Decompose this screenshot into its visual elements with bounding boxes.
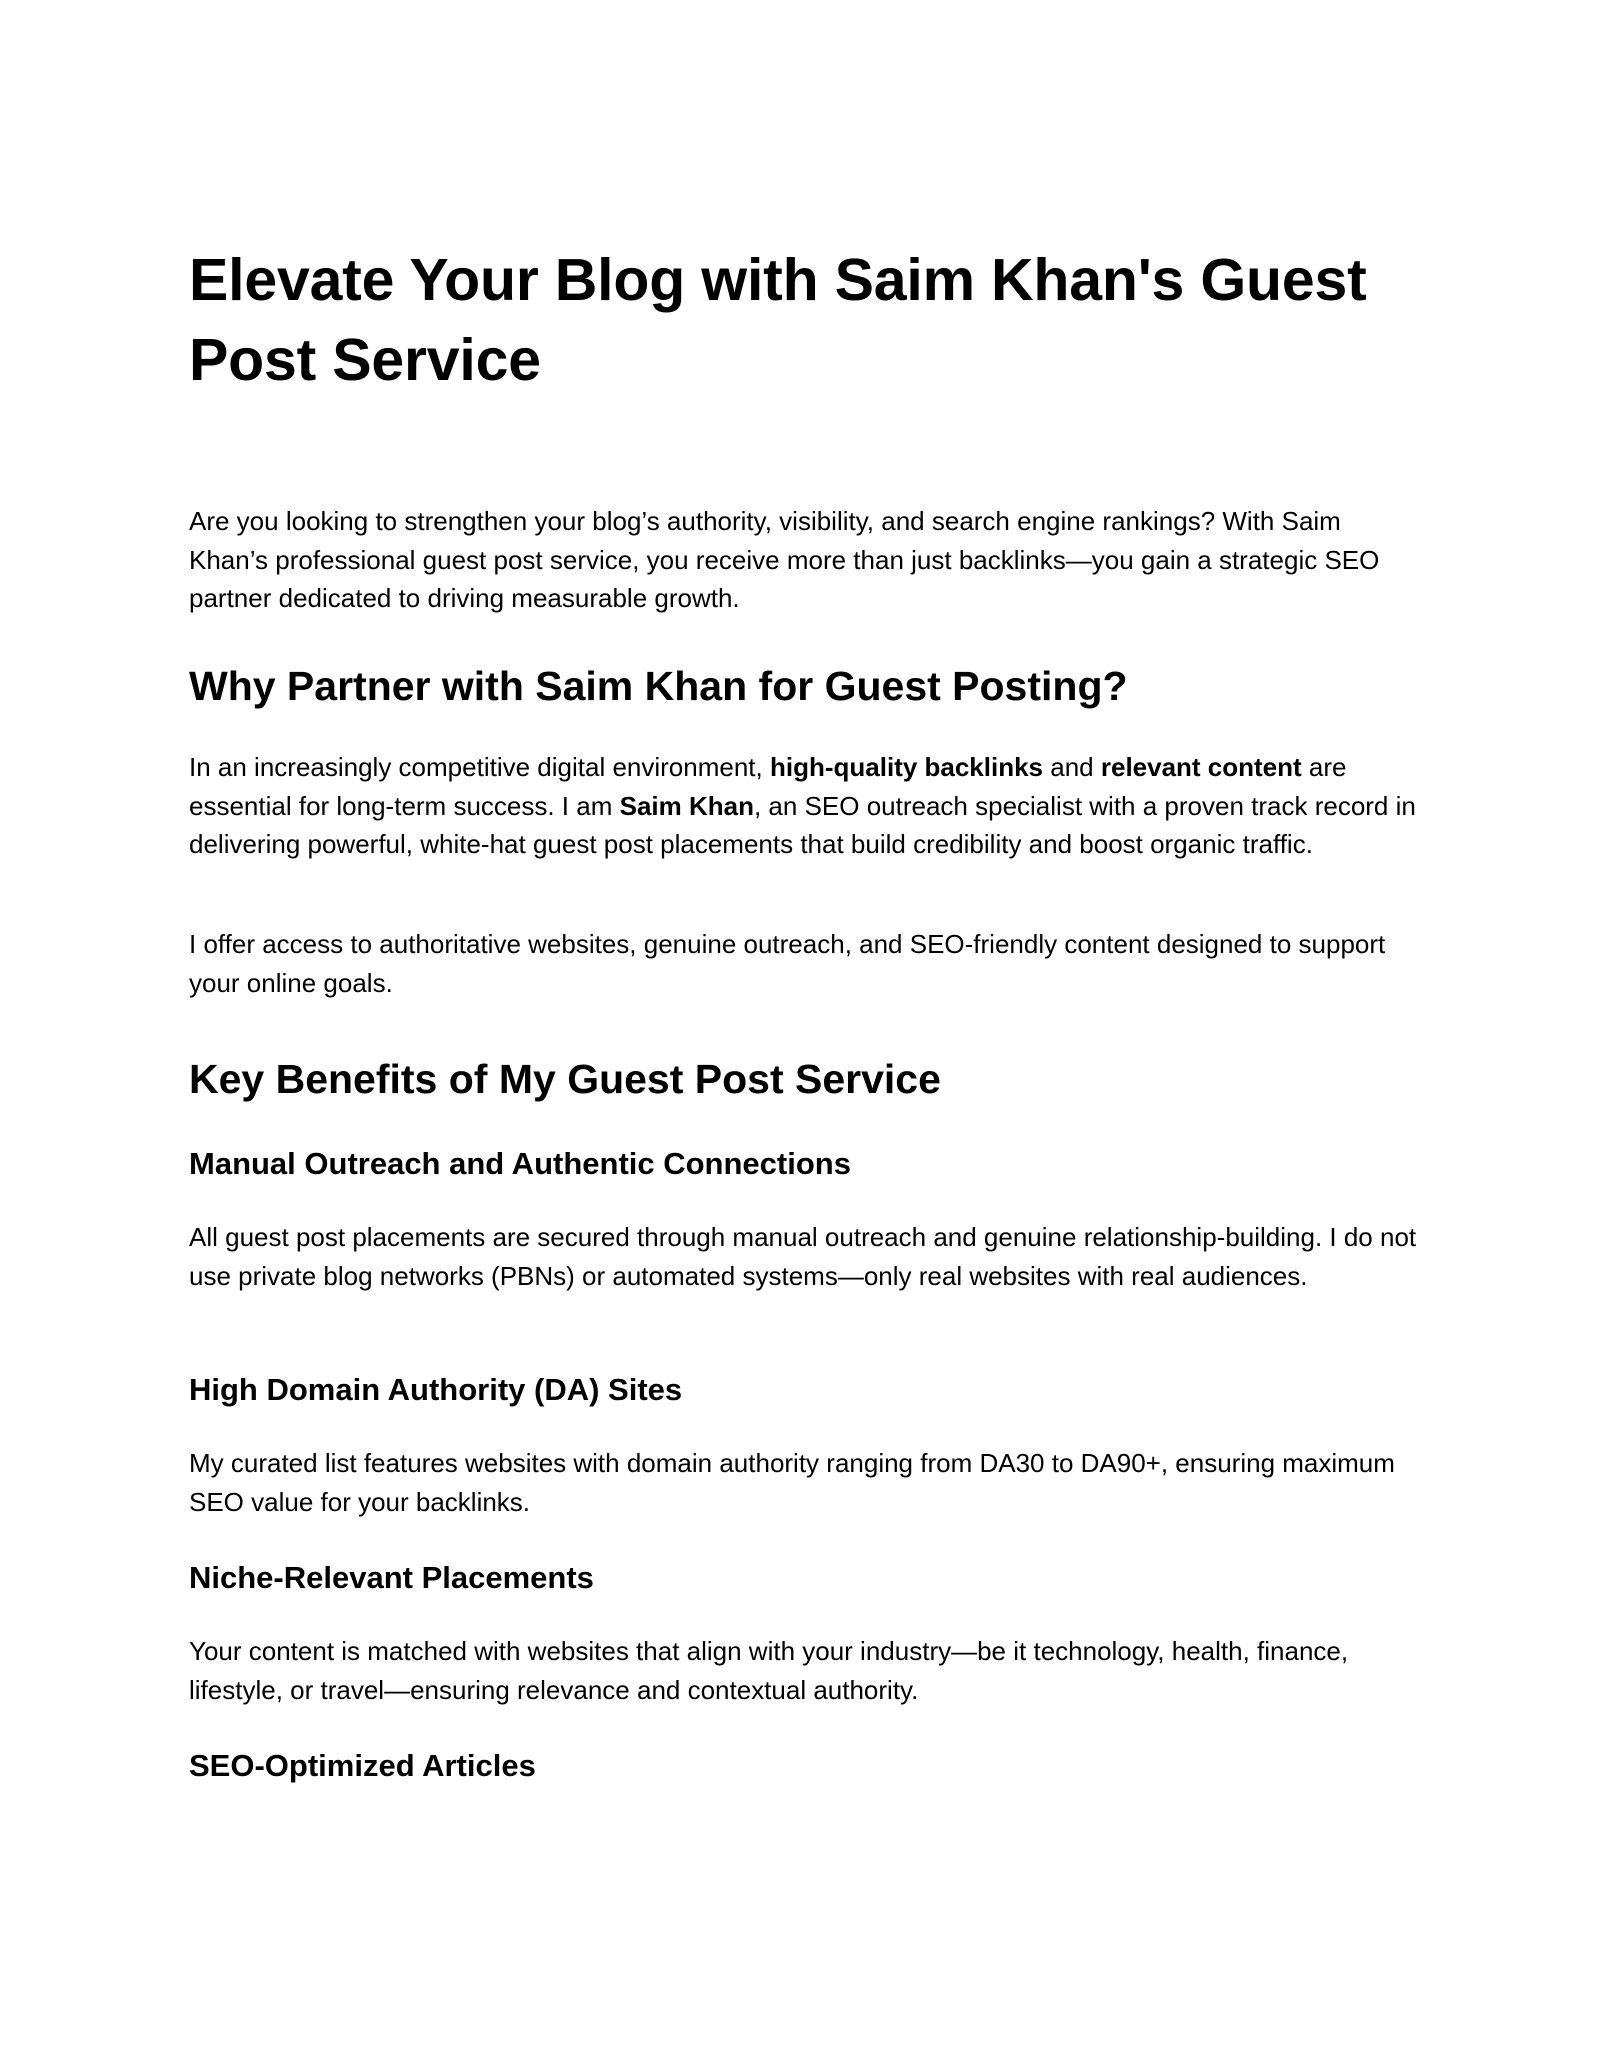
why-partner-paragraph-2: I offer access to authoritative websites, genuine outreach, and SEO-friendly content designed to support your online goals. (189, 929, 1386, 998)
why-partner-heading: Why Partner with Saim Khan for Guest Posting? (189, 663, 1128, 709)
document-title: Elevate Your Blog with Saim Khan's Guest Post Service (189, 247, 1367, 393)
why-partner-paragraph-1: In an increasingly competitive digital environment, high-quality backlinks and relevant content are essential for long-term success. I am Saim Khan, an SEO outreach specialist with a proven track record in delivering powerful, white-hat guest post placements that build credibility and boost organic traffic. (189, 752, 1416, 859)
benefit-body-manual-outreach: All guest post placements are secured through manual outreach and genuine relationship-building. I do not use private blog networks (PBNs) or automated systems—only real websites with real audiences. (189, 1222, 1417, 1291)
benefit-body-niche-relevant: Your content is matched with websites that align with your industry—be it technology, health, finance, lifestyle, or travel—ensuring relevance and contextual authority. (189, 1636, 1349, 1705)
benefit-heading-manual-outreach: Manual Outreach and Authentic Connections (189, 1146, 851, 1181)
benefits-heading: Key Benefits of My Guest Post Service (189, 1056, 941, 1102)
benefit-heading-high-da: High Domain Authority (DA) Sites (189, 1372, 683, 1407)
benefit-heading-niche-relevant: Niche-Relevant Placements (189, 1560, 594, 1595)
intro-paragraph: Are you looking to strengthen your blog’s authority, visibility, and search engine rankings? With Saim Khan’s professional guest post service, you receive more than just backlinks—you gain a strategic SEO partner dedicated to driving measurable growth. (189, 506, 1380, 613)
benefit-body-high-da: My curated list features websites with domain authority ranging from DA30 to DA90+, ensuring maximum SEO value for your backlinks. (189, 1448, 1395, 1517)
benefit-heading-seo-optimized: SEO-Optimized Articles (189, 1748, 536, 1783)
